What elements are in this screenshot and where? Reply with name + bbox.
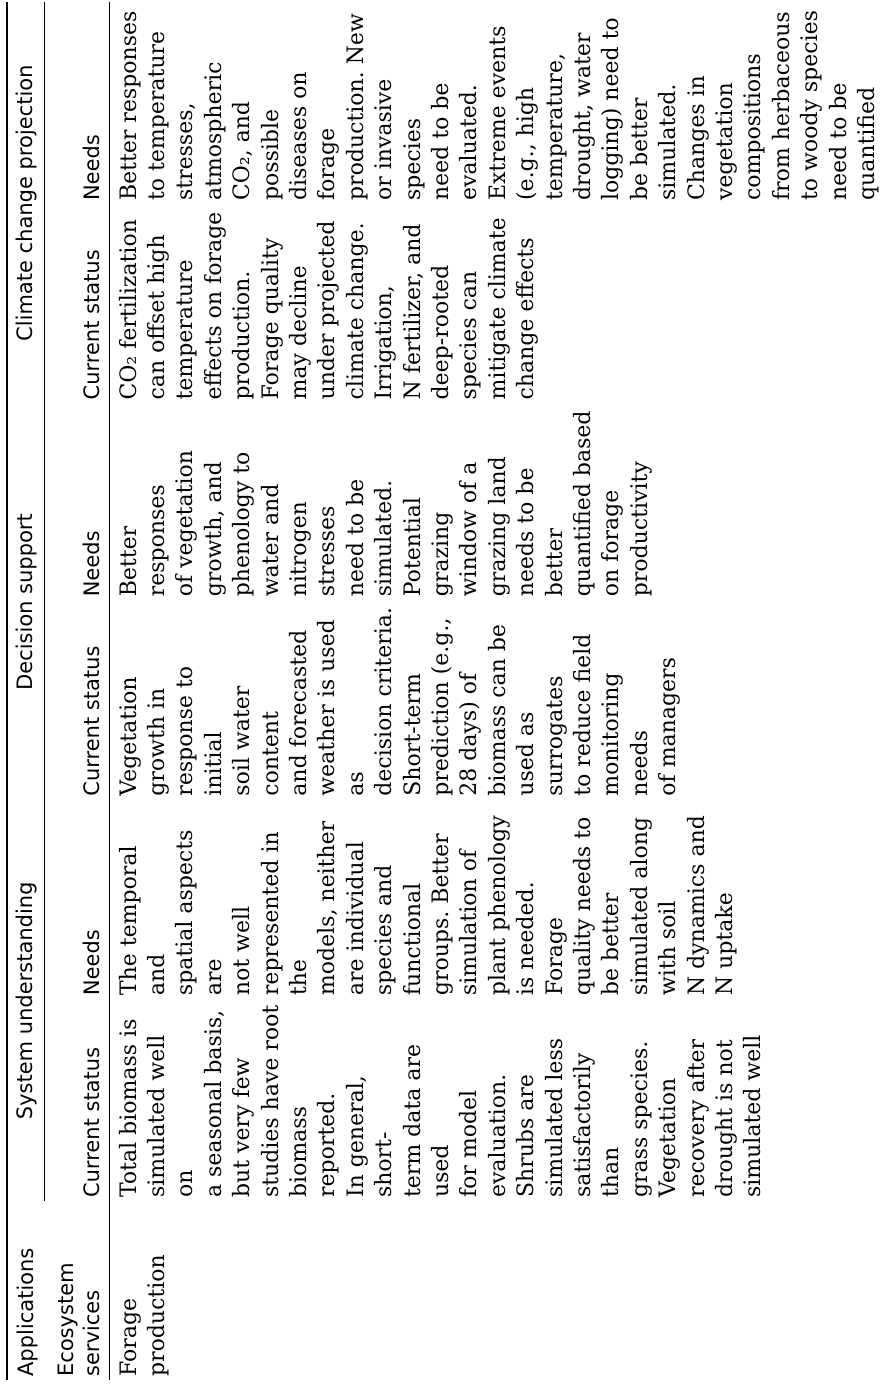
ds-needs-cell: Better responses of vegetation growth, and phenology to water and nitrogen stresses need to be simulated. Potential grazing window of a grazing land needs to be better quantified based on forage productivity [116,410,653,597]
ccp-needs-header: Needs [45,2,110,204]
table-row [109,2,882,1380]
ds-needs-header: Needs [45,403,110,600]
ccp-current-status-header: Current status [45,204,110,403]
ccp-needs-cell: Better responses to temperature stresses, atmospheric CO₂, and possible diseases on forage production. New or invasive species need to be evaluated. Extreme events (e.g., high temperature, drought, water logging) need to be better simulated. Changes in vegetation compositions from herbaceous to woody species need to be quantified [116,10,881,201]
su-needs-header: Needs [45,800,110,999]
ccp-current-status-cell: CO₂ fertilization can offset high temperature effects on forage production. Forage quality may decline under projected climate change. Irrigation, N fertilizer, and deep-rooted species can mitigate climate change effects [116,211,540,400]
climate-change-projection-header: Climate change projection [7,2,45,403]
ecosystem-service-cell: Forage production [116,1254,170,1376]
su-current-status-header: Current status [45,999,110,1201]
ecosystem-services-table [6,2,882,1380]
ecosystem-services-header: Ecosystem services [45,1201,110,1380]
decision-support-header: Decision support [7,403,45,799]
su-current-status-cell: Total biomass is simulated well on a seasonal basis, but very few studies have root biomass reported. In general, short- term data are used for model evaluation. Shrubs are simulated less satisfactorily than grass species. Vegetation recovery after drought is not simulated well [116,1004,767,1198]
ds-current-status-header: Current status [45,600,110,799]
applications-header: Applications [7,1201,45,1380]
su-needs-cell: The temporal and spatial aspects are not well represented in the models, neither are individual species and functional groups. Better simulation of plant phenology is needed. Forage quality needs to be better simulated along with soil N dynamics and N uptake [116,815,739,996]
ds-current-status-cell: Vegetation growth in response to initial soil water content and forecasted weather is used as decision criteria. Short-term prediction (e.g., 28 days) of biomass can be used as surrogates to reduce field monitoring needs of managers [116,607,682,796]
system-understanding-header: System understanding [7,800,45,1201]
